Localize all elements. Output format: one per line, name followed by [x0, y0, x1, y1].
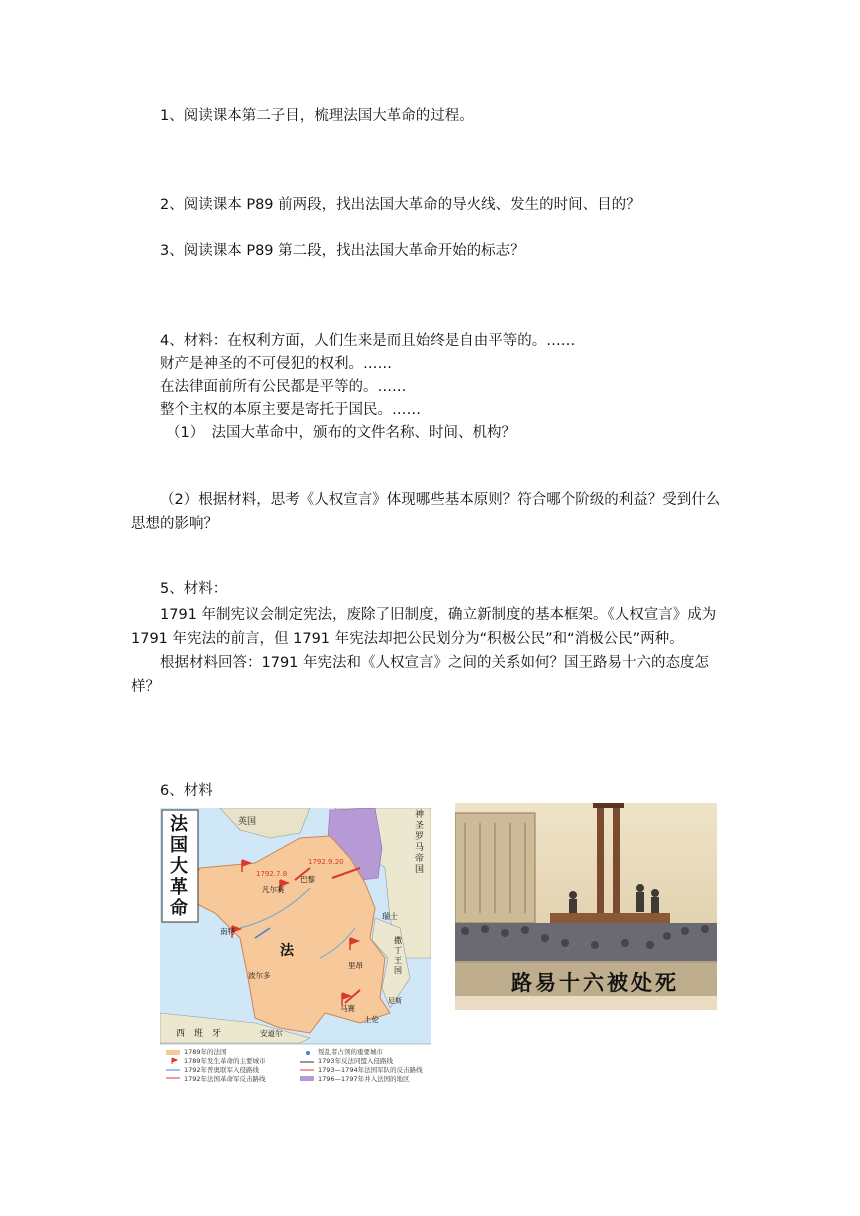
map-label-paris: 巴黎 — [300, 875, 315, 884]
map-legend-item: 1789年发生革命的主要城市 — [184, 1057, 266, 1065]
question-4-sub-2: （2）根据材料，思考《人权宣言》体现哪些基本原则？符合哪个阶级的利益？受到什么思想的影响？ — [131, 492, 721, 532]
question-4-material-line-1: 4、材料：在权利方面，人们生来是而且始终是自由平等的。…… — [160, 333, 576, 349]
map-title-char: 法 — [170, 814, 188, 835]
map-label-spain: 西 班 牙 — [176, 1029, 222, 1039]
map-label-nice: 尼斯 — [388, 997, 402, 1005]
map-label-date-2: 1792.7.8 — [256, 870, 288, 878]
question-4-sub-1: （1） 法国大革命中，颁布的文件名称、时间、机构？ — [166, 425, 516, 441]
question-5-paragraph-2: 根据材料回答：1791 年宪法和《人权宣言》之间的关系如何？国王路易十六的态度怎样？ — [131, 655, 710, 695]
map-label-england: 英国 — [238, 817, 257, 827]
map-title-char: 国 — [170, 835, 188, 856]
map-title-char: 大 — [170, 856, 188, 877]
question-4-material-line-3: 在法律面前所有公民都是平等的。…… — [160, 379, 407, 395]
map-label-bordeaux: 波尔多 — [248, 971, 271, 980]
map-title-char: 革 — [170, 877, 188, 898]
map-legend-item: 1793年反法同盟入侵路线 — [318, 1057, 394, 1065]
question-4-material-line-2: 财产是神圣的不可侵犯的权利。…… — [160, 356, 392, 372]
map-legend-item: 1792年法国革命军反击路线 — [184, 1075, 266, 1083]
map-legend-item: 叛乱者占领的重要城市 — [318, 1048, 383, 1056]
louis-xvi-execution-image — [455, 803, 717, 1010]
map-legend-item: 1793—1794年法国军队的反击路线 — [318, 1066, 423, 1074]
map-label-nantes: 南特 — [220, 927, 235, 936]
map-label-holy-roman: 神圣罗马帝国 — [415, 810, 425, 875]
map-label-lyon: 里昂 — [348, 961, 363, 970]
map-label-toulon: 土伦 — [364, 1015, 379, 1024]
map-label-sardinia: 撒丁王国 — [394, 936, 402, 975]
map-title-char: 命 — [170, 898, 188, 919]
map-label-valmy: 凡尔赛 — [262, 885, 285, 894]
question-5-paragraph-1: 1791 年制宪议会制定宪法，废除了旧制度，确立新制度的基本框架。《人权宣言》成为 1791 年宪法的前言，但 1791 年宪法却把公民划分为“积极公民”和“消极公民”两种。 — [131, 607, 717, 647]
french-revolution-map — [160, 808, 431, 1088]
map-graphic — [160, 808, 431, 1088]
map-legend-item: 1792年普奥联军入侵路线 — [184, 1066, 260, 1074]
map-label-marseille: 马赛 — [340, 1004, 355, 1013]
map-legend-item: 1796—1797年并入法国的地区 — [318, 1075, 410, 1083]
map-label-date-1: 1792.9.20 — [308, 858, 344, 866]
question-4-material-line-4: 整个主权的本原主要是寄托于国民。…… — [160, 402, 421, 418]
map-legend-item: 1789年的法国 — [184, 1048, 227, 1056]
map-label-andorra: 安道尔 — [260, 1029, 283, 1038]
question-2: 2、阅读课本 P89 前两段，找出法国大革命的导火线、发生的时间、目的？ — [160, 197, 641, 213]
question-3: 3、阅读课本 P89 第二段，找出法国大革命开始的标志？ — [160, 243, 525, 259]
execution-caption: 路易十六被处死 — [511, 970, 679, 995]
question-5-title: 5、材料： — [160, 581, 228, 597]
question-6-title: 6、材料 — [160, 783, 213, 799]
map-label-france: 法 — [280, 943, 294, 959]
question-1: 1、阅读课本第二子目，梳理法国大革命的过程。 — [160, 108, 474, 124]
map-label-swiss: 瑞士 — [382, 912, 398, 921]
